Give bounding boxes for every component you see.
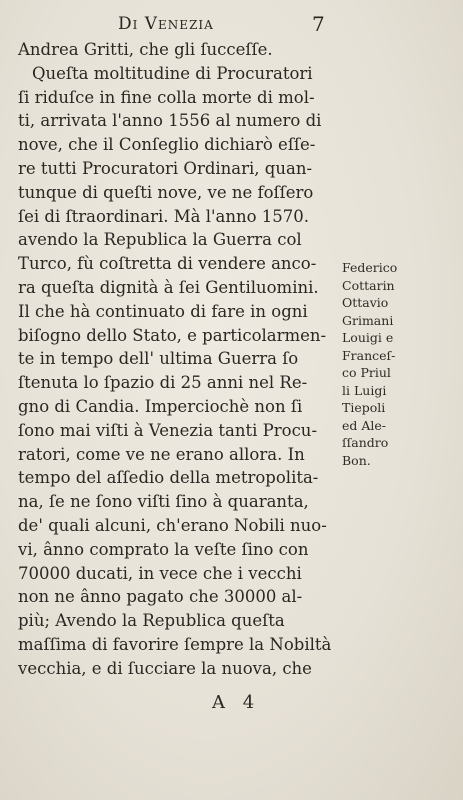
margin-note-line: Ottavio [342,295,389,310]
text-line: non ne ânno pagato che 30000 al- [18,587,303,607]
margin-note-line: Louigi e [342,330,394,345]
text-line: ſtenuta lo ſpazio di 25 anni nel Re- [18,373,308,393]
text-line: de' quali alcuni, ch'erano Nobili nuo- [18,515,327,535]
running-head: Di Venezia [118,14,214,34]
text-line: Queſta moltitudine di Procuratori [32,63,313,83]
text-line: re tutti Procuratori Ordinari, quan- [18,158,313,178]
text-line: nove, che il Conſeglio dichiarò eſſe- [18,135,316,155]
text-line: Andrea Gritti, che gli ſucceſſe. [18,40,273,59]
margin-note-line: Tiepoli [342,400,386,415]
text-line: ratori, come ve ne erano allora. In [18,444,305,464]
text-line: biſogno dello Stato, e particolarmen- [18,325,327,345]
margin-note-line: Cottarin [342,277,395,293]
text-line: tunque di queſti nove, ve ne foſſero [18,182,314,202]
text-line: tempo del aſſedio della metropolita- [18,468,319,488]
margin-note-line: li Luigi [342,382,387,398]
margin-note-line: ed Ale- [342,417,387,433]
text-line: te in tempo dell' ultima Guerra ſo [18,349,299,369]
text-line: Turco, fù coſtretta di vendere anco- [18,254,317,274]
text-line: vecchia, e di ſucciare la nuova, che [18,658,312,678]
margin-note-line: co Priul [342,365,391,380]
text-line: avendo la Republica la Guerra col [18,230,302,250]
text-line: più; Avendo la Republica queſta [18,611,285,631]
margin-note-line: Federico [342,260,398,275]
margin-note-line: Grimani [342,312,394,328]
text-line: 70000 ducati, in vece che i vecchi [18,563,302,583]
text-line: ſei di ſtraordinari. Mà l'anno 1570. [18,206,310,226]
text-line: ſi riduſce in fine colla morte di mol- [18,87,315,107]
body-text [18,38,348,681]
text-line: ra queſta dignità à ſei Gentiluomini. [18,277,319,297]
text-line: ſono mai viſti à Venezia tanti Procu- [18,420,318,440]
page-number: 7 [312,12,325,36]
margin-note [342,259,452,469]
text-line: ti, arrivata l'anno 1556 al numero di [18,111,322,131]
page-header [0,14,463,38]
text-line: na, ſe ne ſono viſti ſino à quaranta, [18,492,309,512]
text-line: maſſima di favorire ſempre la Nobiltà [18,634,332,654]
text-line: gno di Candia. Imperciochè non ſi [18,396,303,416]
margin-note-line: Franceſ- [342,347,396,363]
margin-note-line: ſſandro [342,435,389,450]
text-line: vi, ânno comprato la veſte ſino con [18,539,309,559]
signature-mark: A 4 [212,692,261,713]
margin-note-line: Bon. [342,452,371,468]
text-line: Il che hà continuato di fare in ogni [18,301,308,321]
